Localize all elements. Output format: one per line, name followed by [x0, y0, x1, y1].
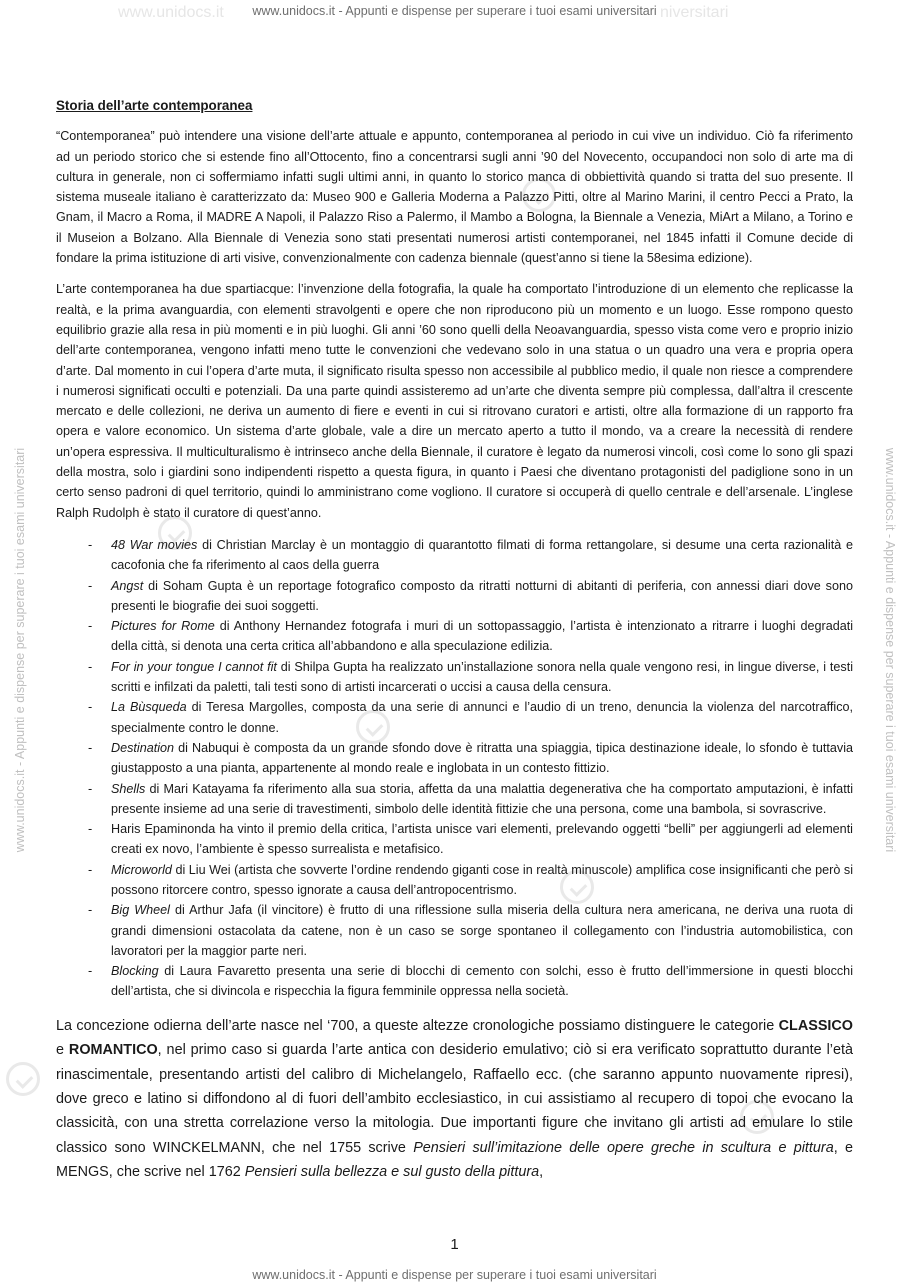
watermark-side-left: www.unidocs.it - Appunti e dispense per superare i tuoi esami universitari — [13, 447, 27, 853]
works-list — [56, 535, 853, 1002]
work-title: 48 War movies — [111, 537, 198, 552]
watermark-check-icon — [6, 1062, 40, 1096]
paragraph-classico-romantico — [56, 1014, 853, 1185]
work-description: di Laura Favaretto presenta una serie di blocchi di cemento con solchi, esso è frutto dell’immersione in questi blocchi dell’artista, che si divincola e rispecchia la figura femminile oppressa nella società. — [111, 964, 853, 999]
list-item — [56, 860, 853, 901]
work-description: di Anthony Hernandez fotografa i muri di un sottopassaggio, l’artista è intenzionato a ritrarre i luoghi degradati della città, si denota una certa critica all’abbandono e alla speculazione edilizia. — [111, 619, 854, 654]
work-title: Microworld — [111, 862, 172, 877]
text-run: , e MENGS, che scrive nel 1762 — [56, 1139, 853, 1181]
text-run: La concezione odierna dell’arte nasce nel ‘700, a queste altezze cronologiche possiamo distinguere le categorie — [56, 1017, 779, 1034]
work-description: di Arthur Jafa (il vincitore) è frutto di una riflessione sulla miseria della cultura nera americana, ne deriva una ruota di grandi dimensioni ostacolata da catene, non è un caso se sorge spontaneo il collegamento con l’industria automobilistica, con lavoratori per la maggior parte neri. — [111, 903, 853, 958]
watermark-ghost-right: niversitari — [660, 4, 729, 21]
list-item — [56, 819, 853, 860]
work-description: Haris Epaminonda ha vinto il premio della critica, l’artista unisce vari elementi, prelevando oggetti “belli” per aggiungerli ad elementi creati ex novo, l’ambiente è spesso surrealista e metafisico. — [111, 822, 853, 857]
work-title: Angst — [111, 578, 144, 593]
watermark-ghost-left: www.unidocs.it — [118, 4, 224, 21]
list-item — [56, 535, 853, 576]
list-item — [56, 900, 853, 961]
document-title: Storia dell’arte contemporanea — [56, 98, 253, 113]
list-item — [56, 616, 853, 657]
work-title: Shells — [111, 781, 146, 796]
list-item — [56, 961, 853, 1002]
term-classico: CLASSICO — [778, 1017, 853, 1034]
work-title: Destination — [111, 740, 175, 755]
watermark-header: www.unidocs.it - Appunti e dispense per superare i tuoi esami universitari — [252, 4, 657, 18]
watermark-side-right: www.unidocs.it - Appunti e dispense per superare i tuoi esami universitari — [883, 447, 897, 853]
work-title: Blocking — [111, 964, 159, 979]
book-title-mengs: Pensieri sulla bellezza e sul gusto della pittura — [244, 1164, 540, 1181]
list-item — [56, 697, 853, 738]
list-item — [56, 738, 853, 779]
text-run: , — [539, 1164, 544, 1181]
paragraph-spartiacque: L’arte contemporanea ha due spartiacque: l’invenzione della fotografia, la quale ha comportato l’introduzione di un elemento che replicasse la realtà, e la prima avanguardia, con elementi stravolgenti e opere che non riproducono più un momento e un luogo. Esse rompono questo equilibrio grazie alla resa in più momenti e in più luoghi. Gli anni ’60 sono quelli della Neoavanguardia, spesso vista come vero e proprio inizio dell’arte contemporanea, vengono infatti meno tutte le convenzioni che vedevano solo in una statua o un quadro una vera e propria opera d’arte. Dal momento in cui l’opera d’arte muta, il significato risulta spesso non accessibile al pubblico medio, il quale non riesce a comprendere i numerosi significati occulti e potenziali. Da una parte quindi assisteremo ad un’arte che diventa sempre più complessa, dall’altra il crescente mercato e delle collezioni, ne deriva un aumento di fiere e eventi in cui si ritrovano curatori e artisti, oltre alla formazione di un rapporto fra opera e valore economico. Un sistema d’arte globale, vale a dire un mercato aperto a tutto il mondo, va a creare la necessità di rendere un’opera espressiva. Il multiculturalismo è intrinseco anche della Biennale, il curatore è legato da numerosi vincoli, così come lo sono gli spazi della mostra, solo i giardini sono indipendenti rispetto a questa figura, in quanto i Paesi che diventano protagonisti del padiglione sono in un certo senso padroni di quel territorio, quindi lo amministrano come vogliono. Il curatore si occuperà di quello centrale e dell’arsenale. L’inglese Ralph Rudolph è stato il curatore di quest’anno. — [56, 282, 853, 520]
work-title: For in your tongue I cannot fit — [111, 659, 277, 674]
paragraph-intro: “Contemporanea” può intendere una visione dell’arte attuale e appunto, contemporanea al periodo in cui vive un individuo. Ciò fa riferimento ad un periodo storico che si estende fino all’Ottocento, fino a concentrarsi sugli anni ’90 del Novecento, occupandoci non solo di arte ma di cultura in generale, non ci soffermiamo infatti sugli ultimi anni, in quanto lo storico manca di obbiettività quando si tratta del suo presente. Il sistema museale italiano è caratterizzato da: Museo 900 e Galleria Moderna a Palazzo Pitti, oltre al Marino Marini, il centro Pecci a Prato, la Gnam, il Macro a Roma, il MADRE A Napoli, il Palazzo Riso a Palermo, il Mambo a Bologna, la Biennale a Venezia, MiArt a Milano, a Torino e il Museion a Bolzano. Alla Biennale di Venezia sono stati presentati numerosi artisti contemporanei, nel 1845 infatti il Comune decide di fondare la prima istituzione di arti visive, convenzionalmente con cadenza biennale (quest’anno si tiene la 58esima edizione). — [56, 129, 853, 266]
work-description: di Shilpa Gupta ha realizzato un’installazione sonora nella quale vengono resi, in lingue diverse, i testi scritti e infilzati da paletti, tali testi sono di artisti incarcerati o uccisi a causa della censura. — [111, 659, 853, 695]
list-item — [56, 779, 853, 820]
work-description: di Soham Gupta è un reportage fotografico composto da ritratti notturni di abitanti di periferia, con annessi diari dove sono presenti le biografie dei suoi soggetti. — [111, 578, 853, 613]
text-run: e — [56, 1042, 69, 1059]
term-romantico: ROMANTICO — [68, 1042, 158, 1059]
page-number: 1 — [450, 1236, 459, 1253]
watermark-footer: www.unidocs.it - Appunti e dispense per superare i tuoi esami universitari — [252, 1268, 657, 1282]
work-title: Pictures for Rome — [111, 619, 215, 634]
list-item — [56, 576, 853, 617]
work-description: di Liu Wei (artista che sovverte l’ordine rendendo giganti cose in realtà minuscole) amplifica cose insignificanti che però si possono ritorcere contro, spesso ignorate a causa dell’antropocentrismo. — [111, 862, 853, 897]
list-item — [56, 657, 853, 698]
work-description: di Christian Marclay è un montaggio di quarantotto filmati di forma rettangolare, si desume una certa razionalità e cacofonia che fa riferimento al caos della guerra — [111, 537, 853, 573]
work-description: di Nabuqui è composta da un grande sfondo dove è ritratta una spiaggia, tipica destinazione ideale, lo sfondo è tuttavia giustapposto a una pianta, appartenente al mondo reale e inglobata in un contesto fittizio. — [111, 740, 853, 776]
work-title: Big Wheel — [111, 903, 170, 918]
work-title: La Bùsqueda — [111, 700, 187, 715]
work-description: di Teresa Margolles, composta da una serie di annunci e l’audio di un treno, denuncia la violenza del narcotraffico, specialmente contro le donne. — [111, 700, 853, 735]
document-body — [56, 96, 853, 1185]
work-description: di Mari Katayama fa riferimento alla sua storia, affetta da una malattia degenerativa che ha comportato amputazioni, è infatti presente insieme ad una serie di travestimenti, simbolo delle identità fittizie che una persona, come una bambola, si sovrascrive. — [111, 781, 853, 816]
text-run: , nel primo caso si guarda l’arte antica con desiderio emulativo; ciò si era verificato soprattutto durante l’età rinascimentale, presentando artisti del calibro di Michelangelo, Raffaello ecc. (che saranno appunto nuovamente ripresi), dove greco e latino si diffondono al di fuori dell’ambito ecclesiastico, in cui assistiamo al recupero di topoi che evocano la classicità, con una stretta correlazione verso la mitologia. Due importanti figure che invitano gli artisti ad emulare lo stile classico sono WINCKELMANN, che nel 1755 scrive — [56, 1042, 853, 1156]
book-title-winckelmann: Pensieri sull’imitazione delle opere greche in scultura e pittura — [413, 1139, 834, 1156]
